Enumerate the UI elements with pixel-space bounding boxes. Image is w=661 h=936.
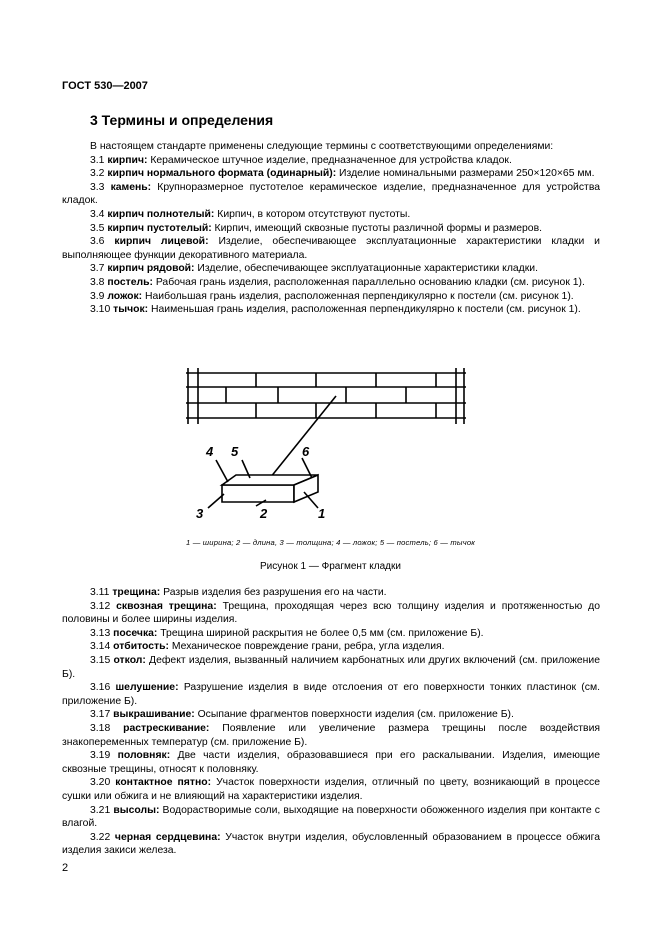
term-text: Участок поверхности изделия, отличный по цвету, возникающий в процессе сушки или обжига и не влияющий на характеристики изделия.	[62, 777, 600, 802]
term-number: 3.17	[90, 709, 111, 721]
term-definition	[62, 776, 600, 803]
term-text: Разрушение изделия в виде отслоения от его поверхности тонких пластинок (см. приложение Б).	[62, 682, 600, 707]
term-number: 3.16	[90, 682, 111, 694]
term-definition	[62, 600, 600, 627]
term-number: 3.5	[90, 222, 105, 234]
term-name: кирпич рядовой:	[107, 263, 195, 275]
term-text: Керамическое штучное изделие, предназначенное для устройства кладок.	[147, 154, 512, 166]
term-text: Две части изделия, образовавшиеся при его раскалывании. Изделия, имеющие сквозные трещины, относят к половняку.	[62, 750, 600, 775]
term-text: Дефект изделия, вызванный наличием карбонатных или других включений (см. приложение Б).	[62, 654, 600, 680]
term-number: 3.11	[90, 587, 110, 598]
term-definition	[62, 222, 600, 236]
term-definition	[62, 181, 600, 208]
term-text: Осыпание фрагментов поверхности изделия (см. приложение Б).	[194, 709, 514, 721]
term-text: Разрыв изделия без разрушения его на части.	[160, 587, 387, 598]
term-definition	[62, 586, 600, 600]
term-number: 3.14	[90, 641, 111, 653]
figure-label-5: 5	[231, 444, 239, 459]
term-definition	[62, 167, 600, 181]
figure-label-1: 1	[318, 506, 326, 521]
term-name: постель:	[107, 276, 153, 288]
term-number: 3.19	[90, 750, 111, 762]
term-number: 3.12	[90, 600, 111, 612]
term-number: 3.22	[90, 831, 111, 843]
masonry-wall	[186, 368, 466, 424]
term-name: шелушение:	[115, 682, 179, 694]
term-definition	[62, 804, 600, 831]
term-name: кирпич нормального формата (одинарный):	[107, 168, 337, 180]
term-definition	[62, 290, 600, 304]
pointer-line	[270, 396, 336, 478]
term-text: Участок внутри изделия, обусловленный образованием в процессе обжига изделия закиси железа.	[62, 831, 600, 857]
term-definition	[62, 262, 600, 276]
term-name: половняк:	[117, 750, 171, 762]
page-number: 2	[62, 862, 69, 874]
term-name: кирпич:	[107, 154, 148, 166]
term-text: Кирпич, имеющий сквозные пустоты различной формы и размеров.	[211, 222, 542, 234]
term-number: 3.7	[90, 263, 105, 275]
term-text: Изделие номинальными размерами 250×120×65 мм.	[336, 168, 595, 180]
figure-legend: 1 — ширина; 2 — длина, 3 — толщина; 4 — ложок; 5 — постель; 6 — тычок	[185, 538, 476, 547]
terms-list-a	[62, 154, 600, 317]
term-definition	[62, 749, 600, 776]
term-definition	[62, 654, 600, 681]
term-definition	[62, 208, 600, 222]
term-name: кирпич полнотелый:	[107, 208, 215, 220]
figure-label-4: 4	[206, 444, 214, 459]
term-definition	[62, 276, 600, 290]
term-text: Изделие, обеспечивающее эксплуатационные характеристики кладки.	[194, 263, 538, 275]
term-name: ложок:	[107, 290, 143, 302]
term-text: Механическое повреждение грани, ребра, угла изделия.	[168, 641, 445, 653]
term-name: отбитость:	[113, 641, 169, 653]
term-name: черная сердцевина:	[114, 831, 221, 843]
term-number: 3.9	[90, 290, 105, 302]
term-name: кирпич лицевой:	[114, 236, 209, 248]
term-name: трещина:	[112, 587, 161, 598]
term-definition	[62, 831, 600, 858]
term-number: 3.8	[90, 276, 105, 288]
term-definition	[62, 640, 600, 654]
term-number: 3.6	[90, 236, 105, 248]
term-definition	[62, 722, 600, 749]
term-definition	[62, 627, 600, 641]
term-text: Наименьшая грань изделия, расположенная перпендикулярно к постели (см. рисунок 1).	[148, 304, 581, 316]
term-text: Появление или увеличение размера трещины после воздействия знакопеременных температур (см. приложение Б).	[62, 722, 601, 748]
term-number: 3.10	[90, 304, 111, 316]
term-number: 3.18	[90, 722, 111, 734]
term-definition	[62, 235, 600, 262]
term-number: 3.13	[90, 627, 111, 639]
term-text: Трещина, проходящая через всю толщину изделия и протяженностью до половины и более ширины изделия.	[62, 600, 600, 626]
figure-label-2: 2	[260, 506, 268, 521]
term-definition	[62, 708, 600, 722]
terms-list-b	[62, 586, 600, 858]
figure-caption: Рисунок 1 — Фрагмент кладки	[260, 561, 401, 572]
term-name: камень:	[110, 181, 152, 193]
term-name: выкрашивание:	[113, 709, 195, 721]
document-header: ГОСТ 530—2007	[62, 80, 148, 92]
term-number: 3.4	[90, 208, 105, 220]
term-definition	[62, 681, 600, 708]
term-text: Изделие, обеспечивающее эксплуатационные характеристики кладки и выполняющее функции декоративного материала.	[62, 236, 600, 261]
term-definition	[62, 303, 600, 317]
figure-label-6: 6	[302, 444, 310, 459]
term-name: контактное пятно:	[115, 777, 212, 789]
term-name: тычок:	[113, 304, 149, 316]
figure-label-3: 3	[196, 506, 204, 521]
brick-drawing	[222, 475, 318, 502]
term-name: посечка:	[113, 627, 158, 639]
masonry-figure	[186, 368, 466, 528]
term-number: 3.15	[90, 654, 111, 666]
term-text: Рабочая грань изделия, расположенная параллельно основанию кладки (см. рисунок 1).	[152, 276, 585, 288]
term-number: 3.20	[90, 777, 111, 789]
term-number: 3.21	[90, 804, 111, 816]
term-name: кирпич пустотелый:	[107, 222, 212, 234]
terms-block-2	[62, 586, 600, 858]
term-name: растрескивание:	[123, 722, 210, 734]
term-text: Трещина шириной раскрытия не более 0,5 мм (см. приложение Б).	[157, 627, 484, 639]
term-name: откол:	[113, 654, 146, 666]
term-number: 3.3	[90, 181, 105, 193]
term-text: Кирпич, в котором отсутствуют пустоты.	[214, 208, 411, 220]
term-name: высолы:	[113, 804, 160, 816]
term-text: Водорастворимые соли, выходящие на поверхности обожженного изделия при контакте с влагой.	[62, 804, 600, 830]
section-title: 3 Термины и определения	[90, 112, 274, 128]
term-text: Наибольшая грань изделия, расположенная перпендикулярно к постели (см. рисунок 1).	[142, 290, 574, 302]
term-definition	[62, 154, 600, 168]
intro-paragraph: В настоящем стандарте применены следующие термины с соответствующими определениями:	[90, 141, 554, 152]
term-number: 3.2	[90, 168, 105, 180]
terms-block-1	[62, 140, 600, 317]
term-text: Крупноразмерное пустотелое керамическое изделие, предназначенное для устройства кладок.	[62, 181, 601, 207]
term-name: сквозная трещина:	[116, 600, 217, 612]
term-number: 3.1	[90, 154, 105, 166]
